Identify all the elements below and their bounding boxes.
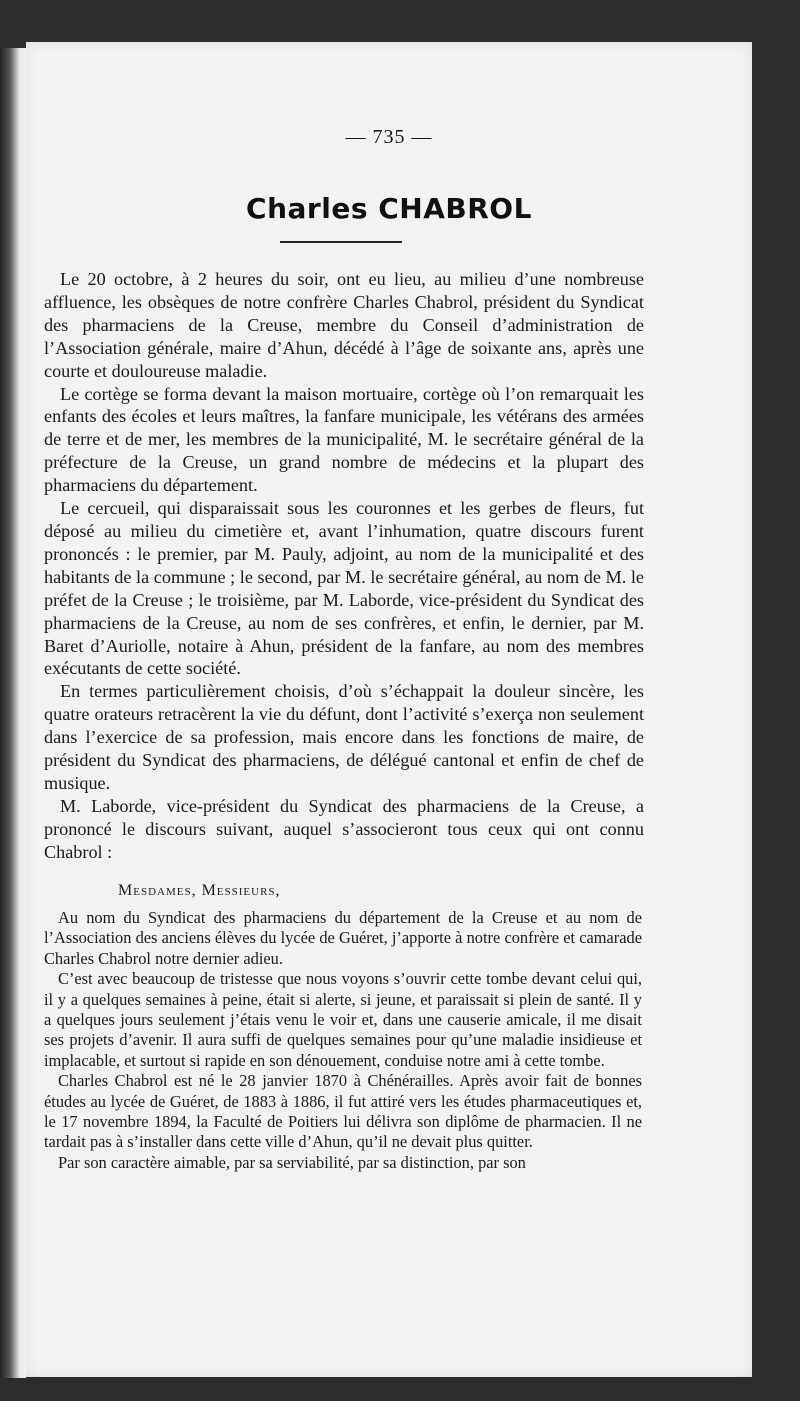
speech-body bbox=[44, 908, 642, 1173]
article-body bbox=[44, 268, 644, 864]
article-title: Charles CHABROL bbox=[246, 192, 532, 225]
body-paragraph: Le cortège se forma devant la maison mortuaire, cortège où l’on remarquait les enfants des écoles et leurs maîtres, la fanfare municipale, les vétérans des armées de terre et de mer, les membres de la municipalité, M. le secrétaire général de la préfecture de la Creuse, un grand nombre de médecins et la plupart des pharmaciens du département. bbox=[44, 383, 644, 496]
page-number: — 735 — bbox=[345, 126, 433, 148]
document-page bbox=[26, 42, 752, 1377]
speech-paragraph: Au nom du Syndicat des pharmaciens du département de la Creuse et au nom de l’Association des anciens élèves du lycée de Guéret, j’apporte à notre confrère et camarade Charles Chabrol notre dernier adieu. bbox=[44, 908, 642, 968]
speech-paragraph: Par son caractère aimable, par sa serviabilité, par sa distinction, par son bbox=[58, 1152, 526, 1172]
body-paragraph: M. Laborde, vice-président du Syndicat des pharmaciens de la Creuse, a prononcé le discours suivant, auquel s’associeront tous ceux qui ont connu Chabrol : bbox=[44, 795, 644, 862]
adjacent-page-edge bbox=[0, 48, 26, 1378]
body-paragraph: En termes particulièrement choisis, d’où s’échappait la douleur sincère, les quatre orateurs retracèrent la vie du défunt, dont l’activité s’exerça non seulement dans l’exercice de sa profession, mais encore dans les fonctions de maire, de président du Syndicat des pharmaciens, de délégué cantonal et enfin de chef de musique. bbox=[44, 681, 644, 793]
body-paragraph: Le 20 octobre, à 2 heures du soir, ont eu lieu, au milieu d’une nombreuse affluence, les obsèques de notre confrère Charles Chabrol, président du Syndicat des pharmaciens de la Creuse, membre du Conseil d’administration de l’Association générale, maire d’Ahun, décédé à l’âge de soixante ans, après une courte et douloureuse maladie. bbox=[44, 269, 644, 381]
speech-paragraph: C’est avec beaucoup de tristesse que nous voyons s’ouvrir cette tombe devant celui qui, il y a quelques semaines à peine, était si alerte, si jeune, et paraissait si plein de santé. Il y a quelques jours seulement j’étais venu le voir et, dans une causerie amicale, il me disait ses projets d’avenir. Il aura suffi de quelques semaines pour qu’une maladie insidieuse et implacable, et surtout si rapide en son dénouement, conduise notre ami à cette tombe. bbox=[44, 969, 642, 1070]
speech-paragraph: Charles Chabrol est né le 28 janvier 1870 à Chénérailles. Après avoir fait de bonnes études au lycée de Guéret, de 1883 à 1886, il fut attiré vers les études pharmaceutiques et, le 17 novembre 1894, la Faculté de Poitiers lui délivra son diplôme de pharmacien. Il ne tardait pas à s’installer dans cette ville d’Ahun, qu’il ne devait plus quitter. bbox=[44, 1071, 642, 1152]
title-rule bbox=[280, 241, 402, 243]
body-paragraph: Le cercueil, qui disparaissait sous les couronnes et les gerbes de fleurs, fut déposé au milieu du cimetière et, avant l’inhumation, quatre discours furent prononcés : le premier, par M. Pauly, adjoint, au nom de la municipalité et des habitants de la commune ; le second, par M. le secrétaire général, au nom de M. le préfet de la Creuse ; le troisième, par M. Laborde, vice-président du Syndicat des pharmaciens de la Creuse, au nom de ses confrères, et enfin, le dernier, par M. Baret d’Auriolle, notaire à Ahun, président de la fanfare, au nom des membres exécutants de cette société. bbox=[44, 498, 644, 679]
speech-salutation: Mesdames, Messieurs, bbox=[118, 882, 281, 899]
